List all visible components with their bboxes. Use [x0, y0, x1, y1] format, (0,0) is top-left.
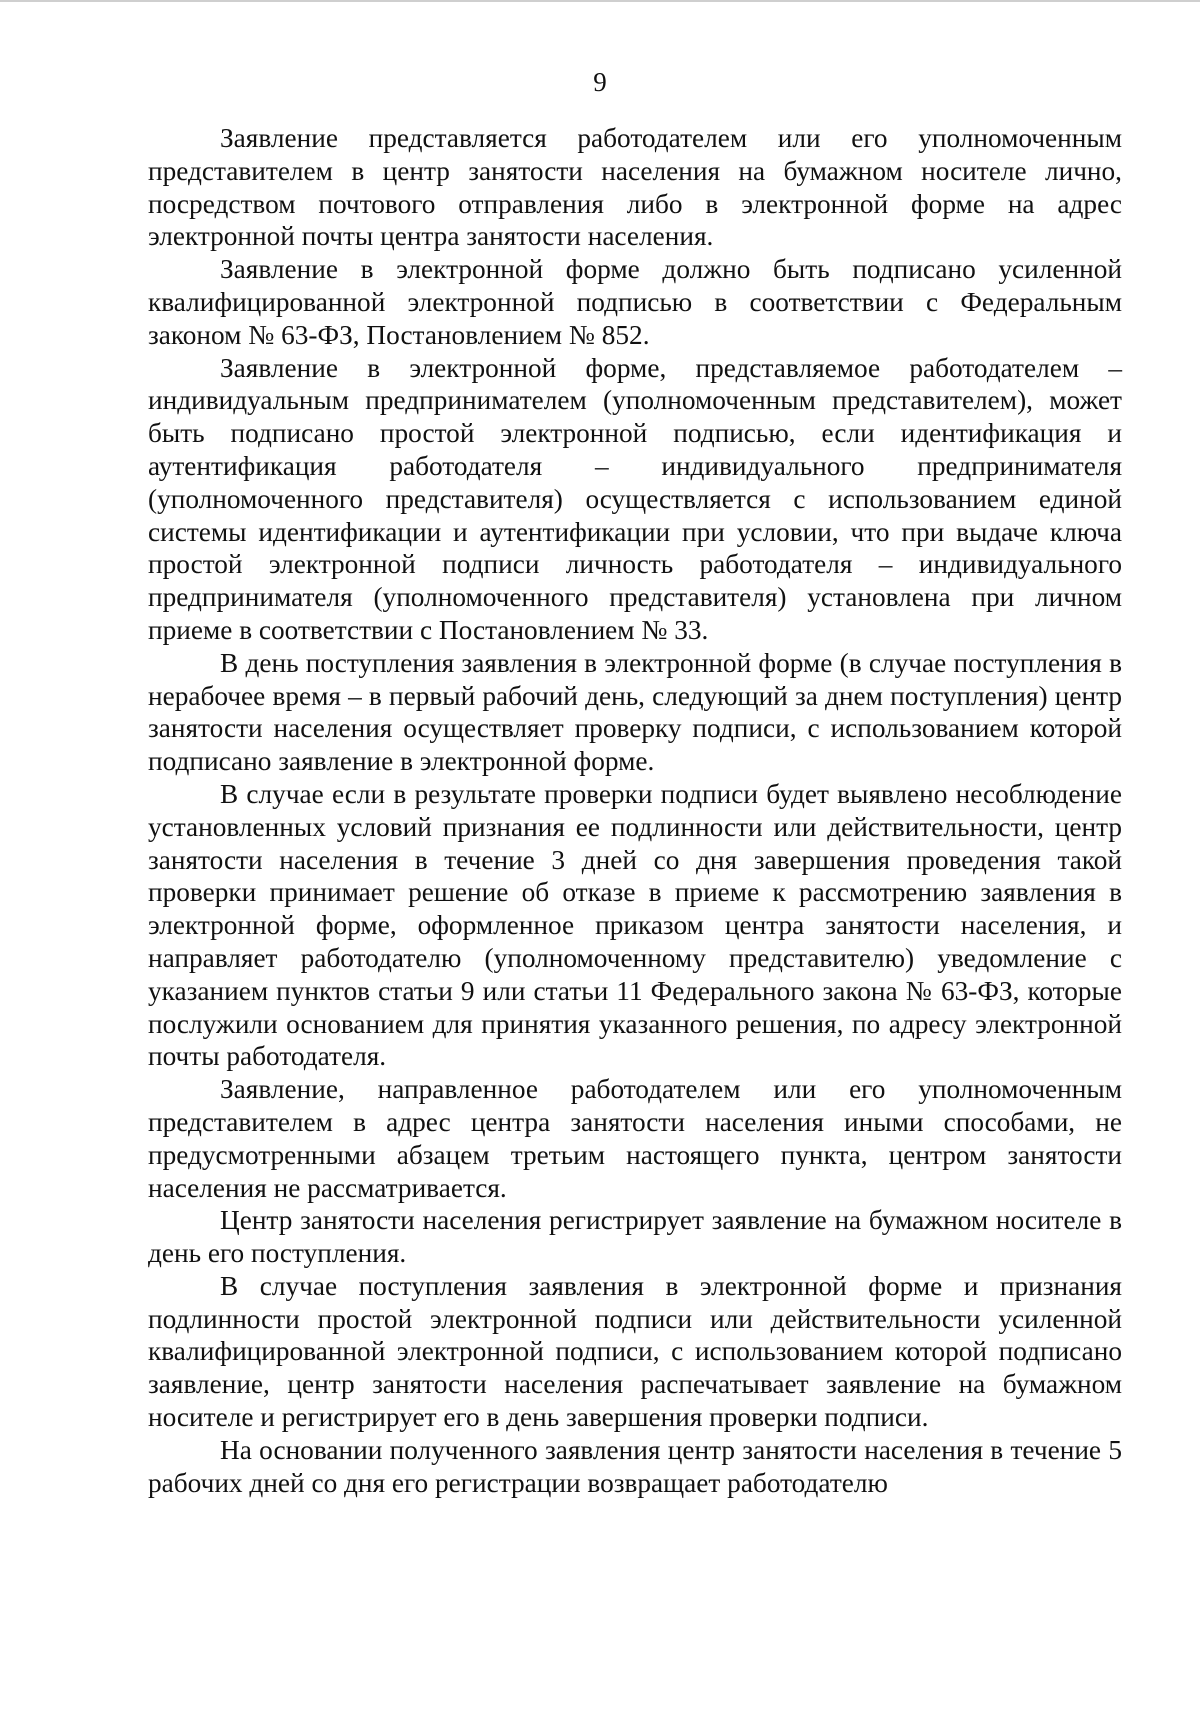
page-number: 9 [593, 67, 607, 97]
paragraph-1: Заявление представляется работодателем или его уполномоченным представителем в центр занятости населения на бумажном носителе лично, посредством почтового отправления либо в электронной форме на адрес электронной почты центра занятости населения. [148, 123, 1122, 252]
document-body [148, 122, 1122, 1499]
paragraph-7: Центр занятости населения регистрирует заявление на бумажном носителе в день его поступления. [148, 1205, 1122, 1269]
paragraph-8: В случае поступления заявления в электронной форме и признания подлинности простой электронной подписи или действительности усиленной квалифицированной электронной подписи, с использованием которой подписано заявление, центр занятости населения распечатывает заявление на бумажном носителе и регистрирует его в день завершения проверки подписи. [148, 1270, 1122, 1433]
paragraph-6: Заявление, направленное работодателем или его уполномоченным представителем в адрес центра занятости населения иными способами, не предусмотренными абзацем третьим настоящего пункта, центром занятости населения не рассматривается. [148, 1074, 1122, 1203]
paragraph-5: В случае если в результате проверки подписи будет выявлено несоблюдение установленных условий признания ее подлинности или действительности, центр занятости населения в течение 3 дней со дня завершения проведения такой проверки принимает решение об отказе в приеме к рассмотрению заявления в электронной форме, оформленное приказом центра занятости населения, и направляет работодателю (уполномоченному представителю) уведомление с указанием пунктов статьи 9 или статьи 11 Федерального закона № 63-ФЗ, которые послужили основанием для принятия указанного решения, по адресу электронной почты работодателя. [148, 778, 1122, 1072]
paragraph-2: Заявление в электронной форме должно быть подписано усиленной квалифицированной электронной подписью в соответствии с Федеральным законом № 63-ФЗ, Постановлением № 852. [148, 254, 1122, 350]
paragraph-3: Заявление в электронной форме, представляемое работодателем – индивидуальным предпринимателем (уполномоченным представителем), может быть подписано простой электронной подписью, если идентификация и аутентификация работодателя – индивидуального предпринимателя (уполномоченного представителя) осуществляется с использованием единой системы идентификации и аутентификации при условии, что при выдаче ключа простой электронной подписи личность работодателя – индивидуального предпринимателя (уполномоченного представителя) установлена при личном приеме в соответствии с Постановлением № 33. [148, 352, 1122, 645]
paragraph-9: На основании полученного заявления центр занятости населения в течение 5 рабочих дней со дня его регистрации возвращает работодателю [148, 1434, 1122, 1498]
paragraph-4: В день поступления заявления в электронной форме (в случае поступления в нерабочее время – в первый рабочий день, следующий за днем поступления) центр занятости населения осуществляет проверку подписи, с использованием которой подписано заявление в электронной форме. [148, 647, 1122, 777]
scan-top-edge [0, 0, 1200, 2]
